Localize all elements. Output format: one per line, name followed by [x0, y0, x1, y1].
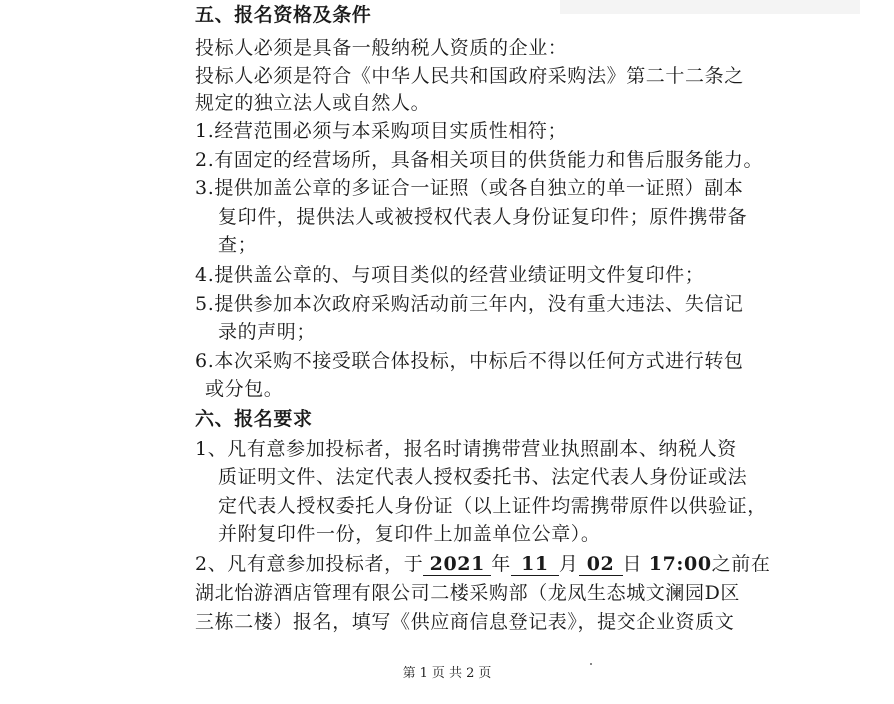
section5-intro1: 投标人必须是具备一般纳税人资质的企业：	[195, 37, 568, 59]
req2-year-unit: 年	[491, 553, 511, 575]
section6-req1c: 定代表人授权委托人身份证（以上证件均需携带原件以供验证，	[218, 495, 767, 517]
req2-prefix: 2、凡有意参加投标者，于	[195, 553, 424, 575]
section5-item1: 1.经营范围必须与本采购项目实质性相符；	[195, 120, 568, 142]
section5-item3c: 查；	[218, 234, 258, 256]
section5-item2: 2.有固定的经营场所，具备相关项目的供货能力和售后服务能力。	[195, 149, 764, 171]
section5-intro2a: 投标人必须是符合《中华人民共和国政府采购法》第二十二条之	[195, 65, 744, 87]
section5-intro2b: 规定的独立法人或自然人。	[195, 92, 431, 114]
req2-month: 11	[511, 553, 559, 576]
section6-req1b: 质证明文件、法定代表人授权委托书、法定代表人身份证或法	[218, 466, 748, 488]
scan-speck	[590, 663, 592, 665]
page-total: 2	[466, 666, 475, 681]
section5-heading: 五、报名资格及条件	[195, 4, 372, 26]
bleed-through-artifact	[560, 0, 860, 14]
section5-item4: 4.提供盖公章的、与项目类似的经营业绩证明文件复印件；	[195, 264, 705, 286]
section6-req2a	[195, 551, 770, 577]
section5-item3a: 3.提供加盖公章的多证合一证照（或各自独立的单一证照）副本	[195, 177, 744, 199]
page-prefix: 第	[402, 666, 416, 681]
section6-req2c: 三栋二楼）报名，填写《供应商信息登记表》，提交企业资质文	[195, 611, 735, 633]
section5-item3b: 复印件，提供法人或被授权代表人身份证复印件；原件携带备	[218, 206, 748, 228]
req2-year: 2021	[423, 553, 491, 576]
req2-day: 02	[579, 553, 623, 576]
section5-item6a: 6.本次采购不接受联合体投标，中标后不得以任何方式进行转包	[195, 350, 744, 372]
req2-day-unit: 日	[622, 553, 643, 575]
req2-month-unit: 月	[558, 553, 579, 575]
page-suffix: 页	[478, 666, 492, 681]
page-mid: 页 共	[431, 666, 463, 681]
page-current: 1	[419, 666, 428, 681]
section5-item5a: 5.提供参加本次政府采购活动前三年内，没有重大违法、失信记	[195, 293, 744, 315]
req2-time: 17:00	[648, 553, 712, 575]
section6-req1d: 并附复印件一份，复印件上加盖单位公章）。	[218, 523, 601, 545]
section5-item5b: 录的声明；	[218, 321, 317, 343]
page-footer	[0, 662, 894, 681]
section6-req2b: 湖北怡游酒店管理有限公司二楼采购部（龙凤生态城文澜园D区	[195, 582, 741, 604]
section6-heading: 六、报名要求	[195, 408, 313, 430]
req2-suffix: 之前在	[711, 553, 771, 575]
section6-req1a: 1、凡有意参加投标者，报名时请携带营业执照副本、纳税人资	[195, 438, 737, 460]
section5-item6b: 或分包。	[205, 378, 284, 400]
